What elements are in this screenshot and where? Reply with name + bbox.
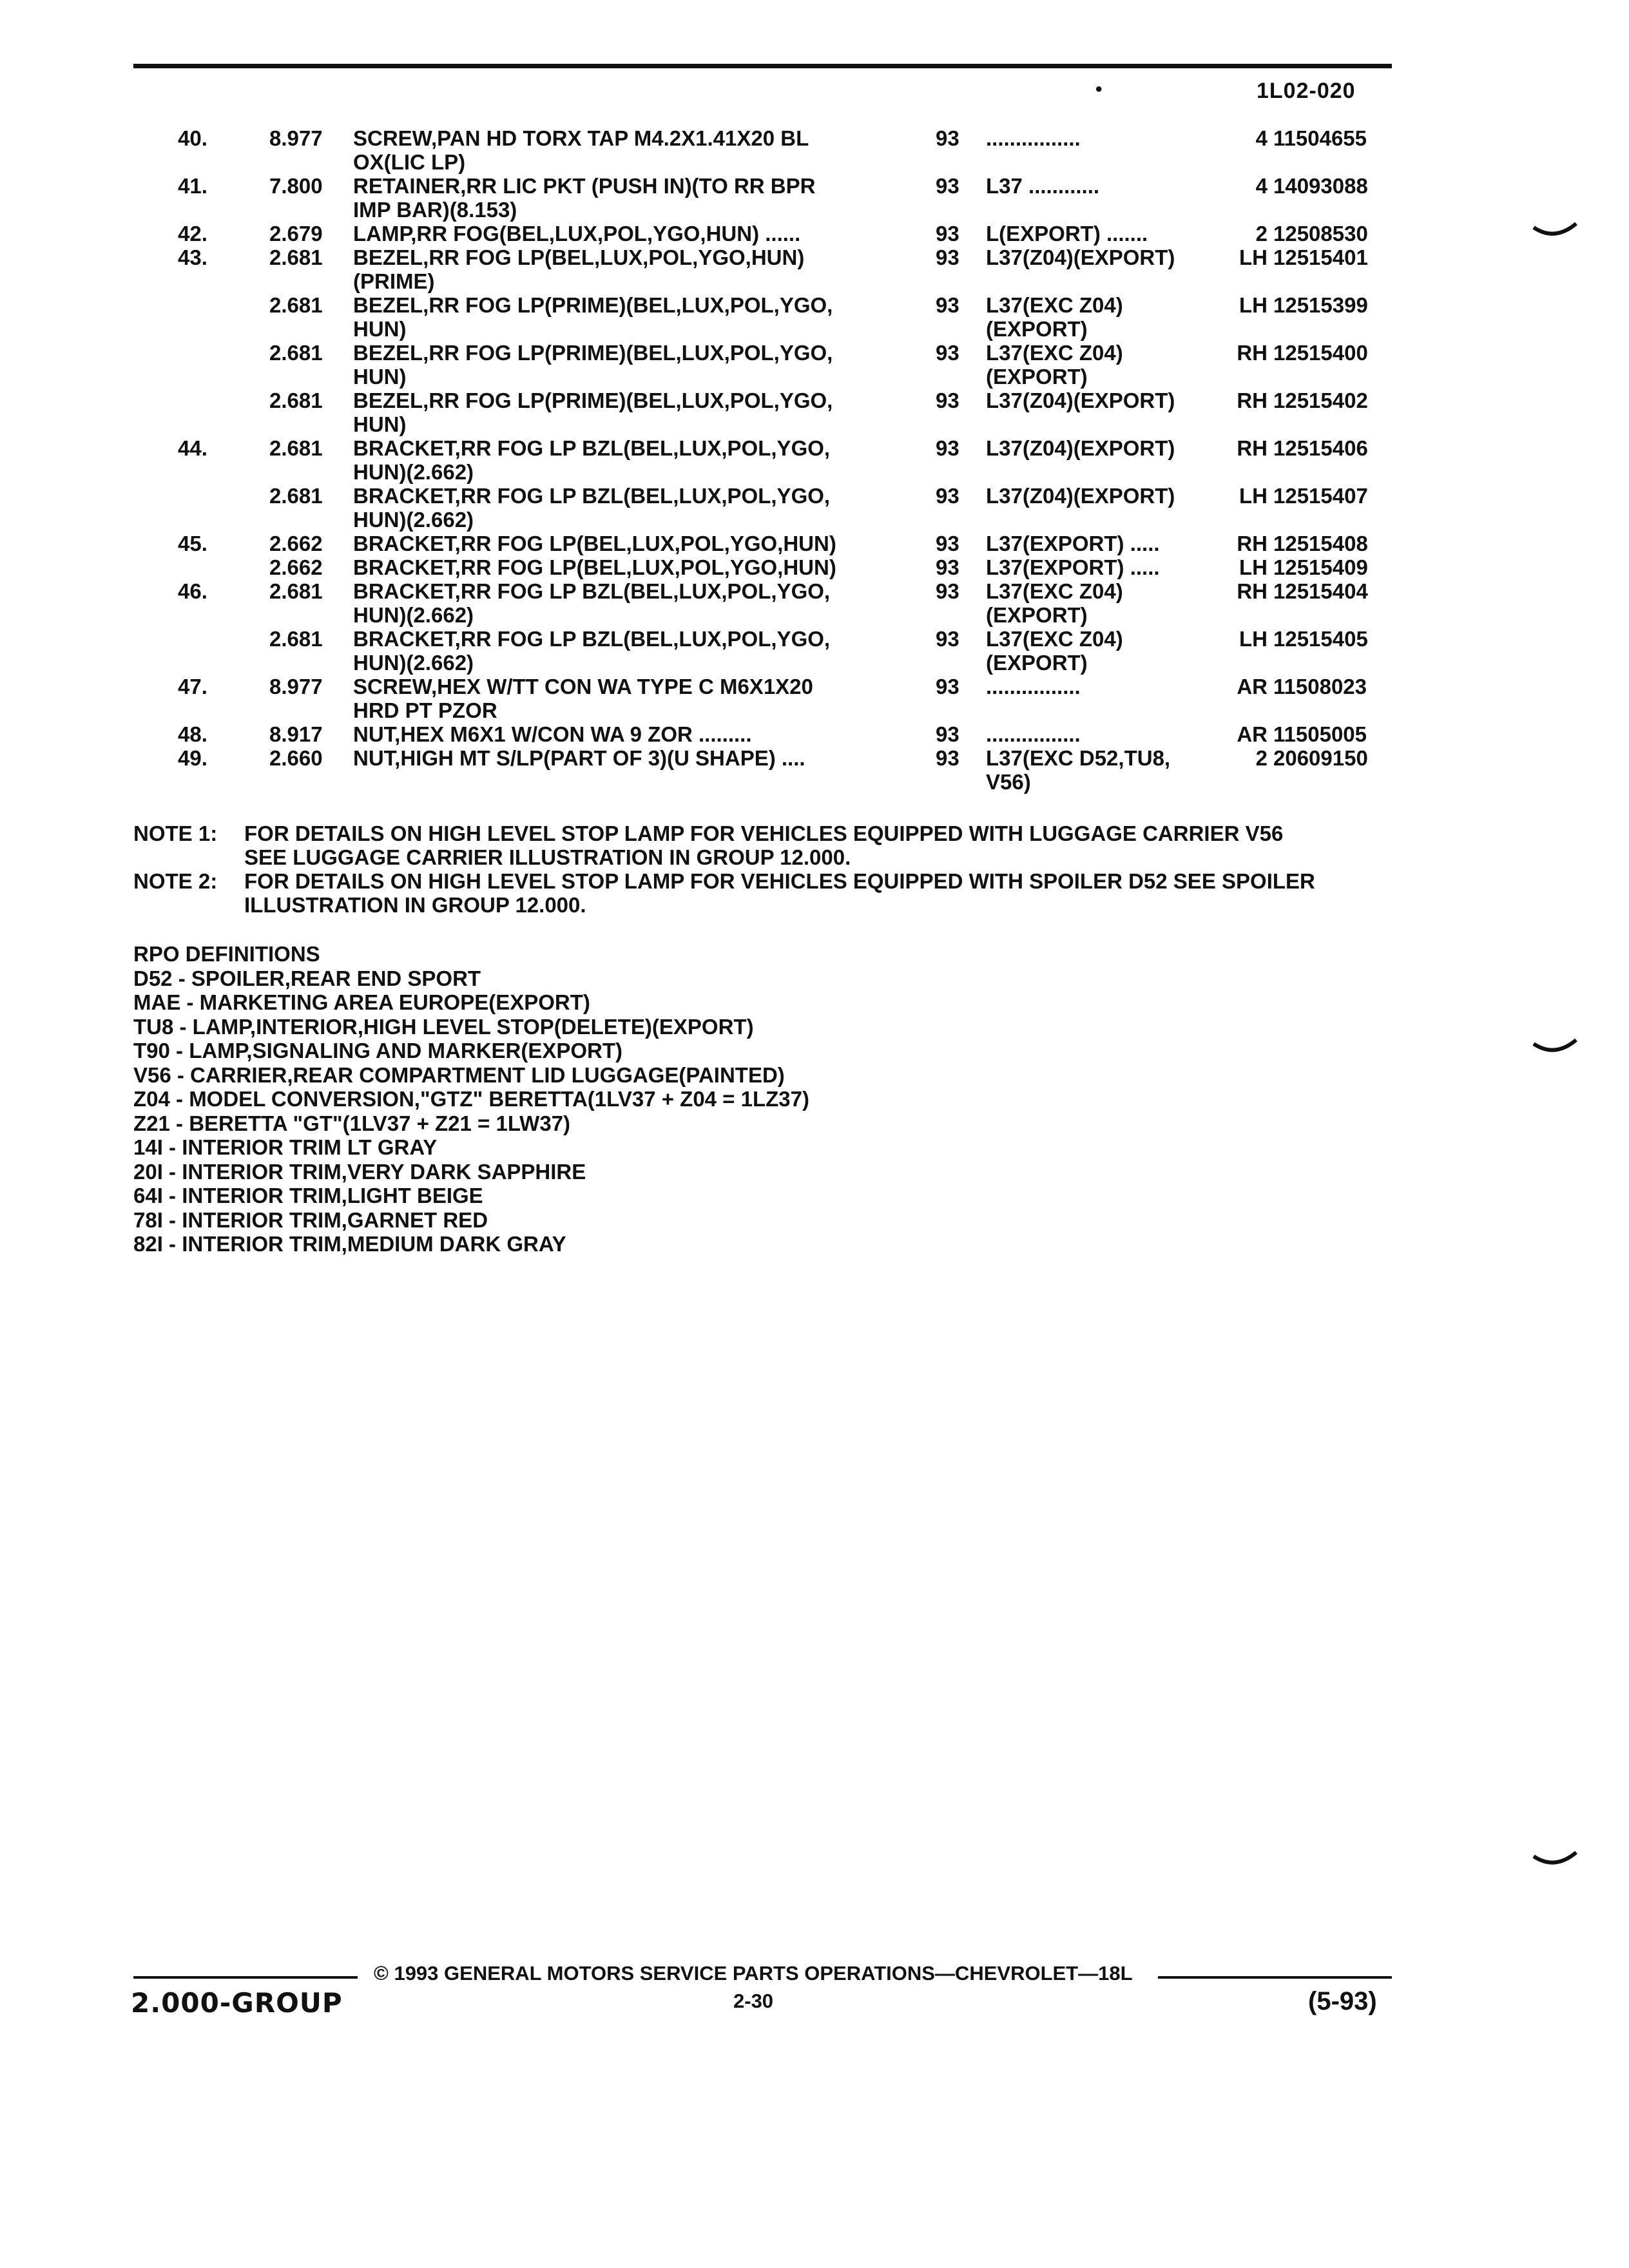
part-row-continuation xyxy=(0,198,1629,222)
model-year: 93 xyxy=(936,555,959,579)
model-year: 93 xyxy=(936,126,959,150)
part-number: 12515405 xyxy=(1273,627,1368,651)
model-year: 93 xyxy=(936,389,959,412)
part-description xyxy=(353,555,836,579)
part-row xyxy=(0,389,1629,412)
part-name: BRACKET xyxy=(353,532,455,555)
part-name: SCREW xyxy=(353,675,432,698)
group-number: 2.660 xyxy=(269,746,323,770)
part-number: 11508023 xyxy=(1273,675,1367,698)
part-name: BRACKET xyxy=(353,484,455,508)
usage-code-continued: (EXPORT) xyxy=(986,317,1088,341)
item-number: 49. xyxy=(178,746,207,770)
group-number: 2.681 xyxy=(269,341,323,365)
item-number: 43. xyxy=(178,245,207,269)
item-number: 48. xyxy=(178,722,207,746)
note-text: SEE LUGGAGE CARRIER ILLUSTRATION IN GROUP 12.000. xyxy=(244,845,851,869)
part-row-continuation xyxy=(0,698,1629,722)
part-number: 12508530 xyxy=(1273,222,1368,245)
page-id: 1L02-020 xyxy=(1257,79,1356,103)
part-row-continuation xyxy=(0,365,1629,389)
part-desc-text: ,RR FOG LP(BEL,LUX,POL,YGO,HUN) xyxy=(423,245,805,269)
part-name: BRACKET xyxy=(353,627,455,651)
rpo-definition: 82I - INTERIOR TRIM,MEDIUM DARK GRAY xyxy=(133,1232,566,1256)
part-desc-text: ,RR LIC PKT (PUSH IN)(TO RR BPR xyxy=(460,174,816,198)
part-description xyxy=(353,722,752,746)
usage-code-continued: (EXPORT) xyxy=(986,603,1088,627)
model-year: 93 xyxy=(936,532,959,555)
part-desc-text: ,RR FOG LP(PRIME)(BEL,LUX,POL,YGO, xyxy=(423,389,833,412)
group-number: 2.679 xyxy=(269,222,323,245)
usage-code: L37(EXPORT) ..... xyxy=(986,555,1160,579)
part-desc-continued: OX(LIC LP) xyxy=(353,150,466,174)
part-row xyxy=(0,245,1629,269)
part-number: 12515400 xyxy=(1273,341,1368,365)
item-number: 44. xyxy=(178,436,207,460)
rpo-definitions xyxy=(133,942,809,1256)
model-year: 93 xyxy=(936,436,959,460)
usage-code: L37(EXC Z04) xyxy=(986,579,1123,603)
group-number: 2.662 xyxy=(269,555,323,579)
part-description xyxy=(353,579,830,603)
part-description xyxy=(353,484,830,508)
group-number: 2.681 xyxy=(269,627,323,651)
model-year: 93 xyxy=(936,722,959,746)
group-number: 2.681 xyxy=(269,389,323,412)
usage-code: L37(EXC Z04) xyxy=(986,293,1123,317)
group-number: 2.681 xyxy=(269,293,323,317)
part-description xyxy=(353,746,805,770)
part-number: 12515399 xyxy=(1273,293,1368,317)
part-name: LAMP xyxy=(353,222,411,245)
model-year: 93 xyxy=(936,484,959,508)
rpo-definition: 14I - INTERIOR TRIM LT GRAY xyxy=(133,1135,438,1159)
part-row xyxy=(0,627,1629,651)
part-name: BRACKET xyxy=(353,579,455,603)
usage-code: L37(Z04)(EXPORT) xyxy=(986,436,1175,460)
rpo-definition: V56 - CARRIER,REAR COMPARTMENT LID LUGGAGE(PAINTED) xyxy=(133,1062,785,1087)
part-desc-text: ,HEX W/TT CON WA TYPE C M6X1X20 xyxy=(431,675,813,698)
part-number: 11504655 xyxy=(1273,126,1367,150)
rpo-definition: Z04 - MODEL CONVERSION,"GTZ" BERETTA(1LV37 + Z04 = 1LZ37) xyxy=(133,1087,809,1111)
usage-code-continued: V56) xyxy=(986,770,1031,794)
quantity: 4 xyxy=(1255,174,1268,198)
part-row xyxy=(0,675,1629,698)
part-description xyxy=(353,174,815,198)
part-description xyxy=(353,436,830,460)
part-description xyxy=(353,627,830,651)
part-number: 12515404 xyxy=(1273,579,1368,603)
usage-code-continued: (EXPORT) xyxy=(986,651,1088,675)
model-year: 93 xyxy=(936,746,959,770)
part-row xyxy=(0,722,1629,746)
quantity: 4 xyxy=(1255,126,1268,150)
part-row-continuation xyxy=(0,508,1629,532)
usage-code: L37 ............ xyxy=(986,174,1100,198)
part-name: BEZEL xyxy=(353,389,423,412)
usage-code: L37(EXC Z04) xyxy=(986,627,1123,651)
note-text: FOR DETAILS ON HIGH LEVEL STOP LAMP FOR VEHICLES EQUIPPED WITH LUGGAGE CARRIER V56 xyxy=(244,822,1284,845)
part-number: 12515402 xyxy=(1273,389,1368,412)
quantity: RH xyxy=(1237,532,1268,555)
part-name: BRACKET xyxy=(353,555,455,579)
part-row-continuation xyxy=(0,412,1629,436)
group-number: 2.681 xyxy=(269,436,323,460)
part-number: 12515407 xyxy=(1273,484,1368,508)
part-description xyxy=(353,532,836,555)
part-description xyxy=(353,126,809,150)
item-number: 41. xyxy=(178,174,207,198)
rpo-definition: TU8 - LAMP,INTERIOR,HIGH LEVEL STOP(DELETE)(EXPORT) xyxy=(133,1014,754,1039)
quantity: LH xyxy=(1239,484,1268,508)
note-text: FOR DETAILS ON HIGH LEVEL STOP LAMP FOR VEHICLES EQUIPPED WITH SPOILER D52 SEE SPOILER xyxy=(244,869,1315,893)
part-number: 11505005 xyxy=(1273,722,1367,746)
part-row xyxy=(0,293,1629,317)
rpo-definition: 20I - INTERIOR TRIM,VERY DARK SAPPHIRE xyxy=(133,1159,586,1184)
part-desc-text: ,RR FOG LP(BEL,LUX,POL,YGO,HUN) xyxy=(454,555,836,579)
part-number: 14093088 xyxy=(1273,174,1368,198)
part-row xyxy=(0,484,1629,508)
part-name: SCREW xyxy=(353,126,432,150)
quantity: LH xyxy=(1239,293,1268,317)
part-desc-text: ,HIGH MT S/LP(PART OF 3)(U SHAPE) .... xyxy=(394,746,805,770)
part-desc-continued: HUN)(2.662) xyxy=(353,508,474,532)
footer-copyright: © 1993 GENERAL MOTORS SERVICE PARTS OPERATIONS—CHEVROLET—18L xyxy=(374,1962,1133,1984)
bullet-mark: • xyxy=(1095,79,1103,100)
group-number: 8.977 xyxy=(269,675,323,698)
margin-tick-icon xyxy=(1532,222,1577,242)
usage-code: ................ xyxy=(986,675,1081,698)
part-name: BEZEL xyxy=(353,245,423,269)
part-row xyxy=(0,222,1629,245)
part-row xyxy=(0,436,1629,460)
group-number: 2.662 xyxy=(269,532,323,555)
margin-tick-icon xyxy=(1532,1039,1577,1058)
margin-tick-icon xyxy=(1532,1851,1577,1870)
part-description xyxy=(353,675,813,698)
rpo-definition: 64I - INTERIOR TRIM,LIGHT BEIGE xyxy=(133,1184,483,1207)
part-number: 20609150 xyxy=(1273,746,1368,770)
model-year: 93 xyxy=(936,675,959,698)
parts-list xyxy=(0,126,1629,794)
footer-page-number: 2-30 xyxy=(733,1990,774,2012)
part-number: 12515409 xyxy=(1273,555,1368,579)
part-name: BEZEL xyxy=(353,293,423,317)
item-number: 47. xyxy=(178,675,207,698)
part-desc-text: ,RR FOG(BEL,LUX,POL,YGO,HUN) ...... xyxy=(410,222,801,245)
usage-code: L37(Z04)(EXPORT) xyxy=(986,484,1175,508)
quantity: RH xyxy=(1237,436,1268,460)
quantity: RH xyxy=(1237,389,1268,412)
part-row-continuation xyxy=(0,269,1629,293)
part-desc-text: ,RR FOG LP(PRIME)(BEL,LUX,POL,YGO, xyxy=(423,341,833,365)
usage-code: ................ xyxy=(986,722,1081,746)
group-number: 2.681 xyxy=(269,245,323,269)
model-year: 93 xyxy=(936,293,959,317)
part-desc-continued: HUN) xyxy=(353,412,407,436)
group-number: 7.800 xyxy=(269,174,323,198)
rpo-definition: 78I - INTERIOR TRIM,GARNET RED xyxy=(133,1207,488,1232)
part-row xyxy=(0,746,1629,770)
part-row xyxy=(0,555,1629,579)
part-desc-continued: HUN) xyxy=(353,317,407,341)
part-number: 12515406 xyxy=(1273,436,1368,460)
part-desc-continued: (PRIME) xyxy=(353,269,435,293)
model-year: 93 xyxy=(936,627,959,651)
model-year: 93 xyxy=(936,174,959,198)
part-desc-continued: HUN) xyxy=(353,365,407,389)
part-desc-text: ,RR FOG LP(PRIME)(BEL,LUX,POL,YGO, xyxy=(423,293,833,317)
quantity: LH xyxy=(1239,245,1268,269)
part-desc-text: ,RR FOG LP BZL(BEL,LUX,POL,YGO, xyxy=(454,484,831,508)
item-number: 45. xyxy=(178,532,207,555)
part-row-continuation xyxy=(0,770,1629,794)
quantity: 2 xyxy=(1255,222,1268,245)
quantity: 2 xyxy=(1255,746,1268,770)
usage-code: L37(Z04)(EXPORT) xyxy=(986,245,1175,269)
part-name: NUT xyxy=(353,722,395,746)
group-number: 2.681 xyxy=(269,484,323,508)
quantity: RH xyxy=(1237,341,1268,365)
part-desc-continued: HRD PT PZOR xyxy=(353,698,497,722)
part-desc-continued: HUN)(2.662) xyxy=(353,603,474,627)
part-name: NUT xyxy=(353,746,395,770)
part-description xyxy=(353,293,833,317)
part-desc-continued: IMP BAR)(8.153) xyxy=(353,198,517,222)
part-desc-text: ,RR FOG LP BZL(BEL,LUX,POL,YGO, xyxy=(454,436,831,460)
note-label: NOTE 1: xyxy=(133,822,218,845)
group-number: 2.681 xyxy=(269,579,323,603)
part-description xyxy=(353,245,804,269)
part-row xyxy=(0,174,1629,198)
rpo-title: RPO DEFINITIONS xyxy=(133,942,320,966)
note-label: NOTE 2: xyxy=(133,869,218,893)
footer-rule-left xyxy=(133,1976,358,1979)
part-name: BRACKET xyxy=(353,436,455,460)
usage-code: L(EXPORT) ....... xyxy=(986,222,1148,245)
part-row xyxy=(0,126,1629,150)
usage-code: L37(Z04)(EXPORT) xyxy=(986,389,1175,412)
group-number: 8.917 xyxy=(269,722,323,746)
part-row-continuation xyxy=(0,651,1629,675)
part-desc-text: ,PAN HD TORX TAP M4.2X1.41X20 BL xyxy=(431,126,809,150)
part-desc-text: ,HEX M6X1 W/CON WA 9 ZOR ......... xyxy=(394,722,752,746)
quantity: AR xyxy=(1237,675,1268,698)
part-row-continuation xyxy=(0,150,1629,174)
rpo-definition: MAE - MARKETING AREA EUROPE(EXPORT) xyxy=(133,990,590,1014)
model-year: 93 xyxy=(936,245,959,269)
part-desc-continued: HUN)(2.662) xyxy=(353,460,474,484)
footer-group: 2.000-GROUP xyxy=(131,1987,343,2019)
rpo-definition: T90 - LAMP,SIGNALING AND MARKER(EXPORT) xyxy=(133,1039,623,1062)
footer-rule-right xyxy=(1158,1976,1392,1979)
note-text: ILLUSTRATION IN GROUP 12.000. xyxy=(244,893,586,917)
item-number: 40. xyxy=(178,126,207,150)
usage-code: ................ xyxy=(986,126,1081,150)
part-row-continuation xyxy=(0,317,1629,341)
footer-date: (5-93) xyxy=(1308,1987,1377,2015)
part-desc-text: ,RR FOG LP(BEL,LUX,POL,YGO,HUN) xyxy=(454,532,836,555)
usage-code: L37(EXC Z04) xyxy=(986,341,1123,365)
part-row xyxy=(0,579,1629,603)
usage-code: L37(EXC D52,TU8, xyxy=(986,746,1171,770)
part-number: 12515401 xyxy=(1273,245,1368,269)
item-number: 46. xyxy=(178,579,207,603)
quantity: RH xyxy=(1237,579,1268,603)
usage-code: L37(EXPORT) ..... xyxy=(986,532,1160,555)
part-row xyxy=(0,341,1629,365)
rpo-items xyxy=(133,966,809,1256)
rpo-definition: Z21 - BERETTA "GT"(1LV37 + Z21 = 1LW37) xyxy=(133,1111,571,1135)
part-row-continuation xyxy=(0,460,1629,484)
group-number: 8.977 xyxy=(269,126,323,150)
part-number: 12515408 xyxy=(1273,532,1368,555)
part-description xyxy=(353,341,833,365)
part-description xyxy=(353,222,800,245)
part-row xyxy=(0,532,1629,555)
model-year: 93 xyxy=(936,341,959,365)
part-description xyxy=(353,389,833,412)
quantity: LH xyxy=(1239,627,1268,651)
item-number: 42. xyxy=(178,222,207,245)
quantity: LH xyxy=(1239,555,1268,579)
part-name: BEZEL xyxy=(353,341,423,365)
part-desc-text: ,RR FOG LP BZL(BEL,LUX,POL,YGO, xyxy=(454,627,831,651)
usage-code-continued: (EXPORT) xyxy=(986,365,1088,389)
quantity: AR xyxy=(1237,722,1268,746)
part-name: RETAINER xyxy=(353,174,461,198)
top-rule xyxy=(133,64,1392,68)
part-desc-continued: HUN)(2.662) xyxy=(353,651,474,675)
model-year: 93 xyxy=(936,222,959,245)
part-row-continuation xyxy=(0,603,1629,627)
part-desc-text: ,RR FOG LP BZL(BEL,LUX,POL,YGO, xyxy=(454,579,831,603)
model-year: 93 xyxy=(936,579,959,603)
rpo-definition: D52 - SPOILER,REAR END SPORT xyxy=(133,966,481,990)
